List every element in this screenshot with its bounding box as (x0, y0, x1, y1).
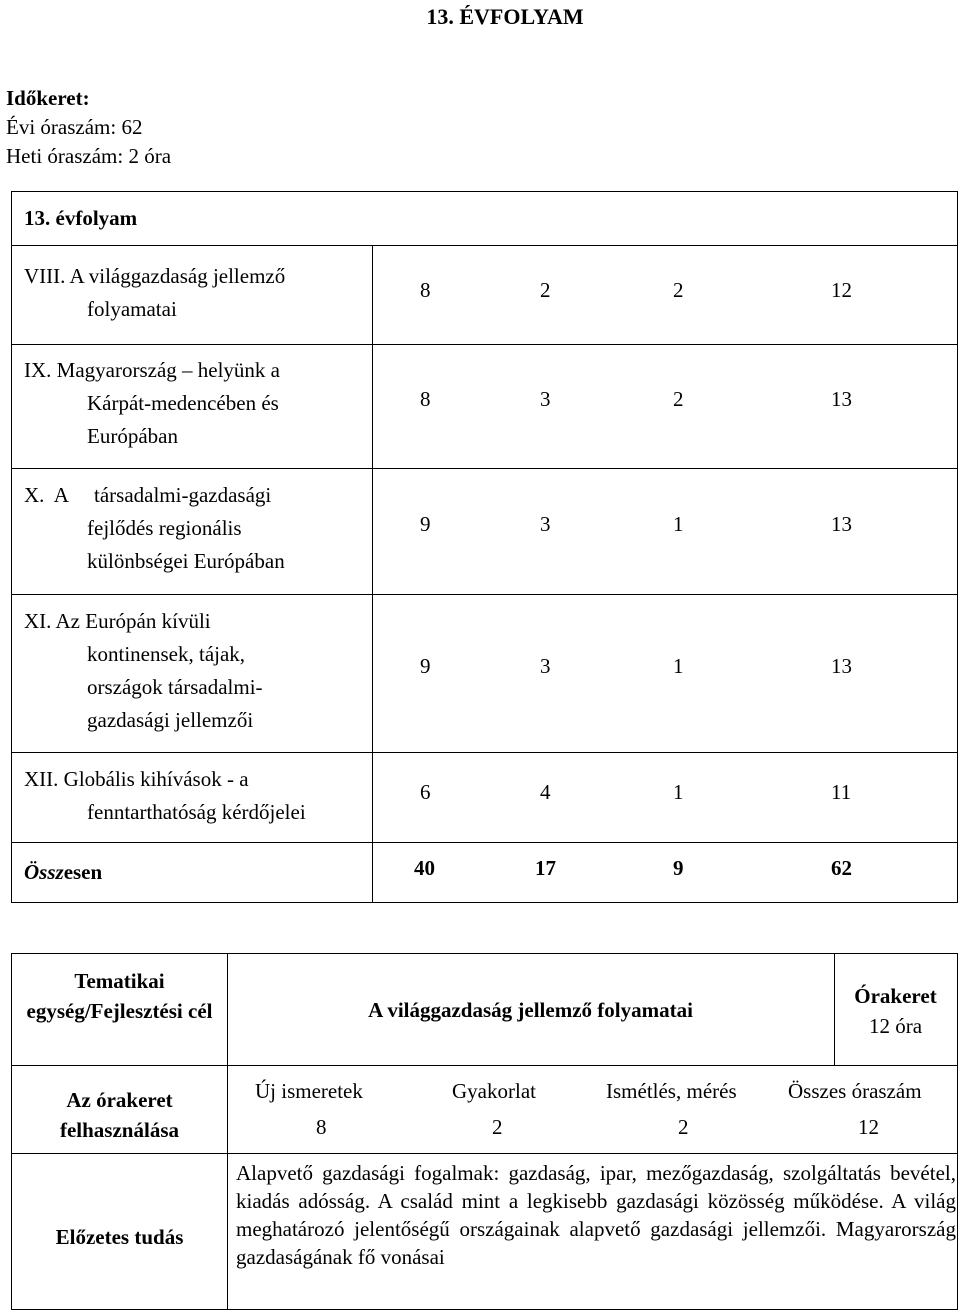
table-row-values (384, 780, 924, 813)
row-label-line: folyamatai (87, 297, 177, 321)
value-practice: 4 (540, 780, 551, 804)
table-row-label (24, 605, 349, 737)
value-total: 12 (831, 278, 852, 302)
value-new: 9 (420, 512, 431, 536)
value-review: 2 (673, 387, 684, 411)
row-label-line: XII. Globális kihívások - a (24, 767, 249, 791)
annual-hours: Évi óraszám: 62 (6, 115, 143, 139)
divider (12, 594, 957, 595)
value-total: 13 (831, 387, 852, 411)
prior-knowledge-text: Alapvető gazdasági fogalmak: gazdaság, ipar, mezőgazdaság, szolgáltatás bevétel, kiadás adósság. A család mint a legkisebb gazdasági közösség működése. A világ meghatározó jelentőségű országainak alapvető gazdasági jellemzői. Magyarország gazdaságának fő vonásai (236, 1161, 956, 1269)
hours-label: Órakeret (854, 984, 937, 1008)
row-label-line: VIII. A világgazdaság jellemző (24, 264, 286, 288)
total-label-rest: esen (63, 860, 103, 884)
value-review: 1 (673, 512, 684, 536)
summary-table (11, 191, 958, 903)
usage-value-practice: 2 (492, 1115, 503, 1139)
prior-knowledge-label: Előzetes tudás (55, 1225, 184, 1249)
row-label-line: különbségei Európában (87, 549, 285, 573)
value-total: 13 (831, 654, 852, 678)
total-total: 62 (831, 856, 852, 880)
table-row-label (24, 479, 349, 578)
row-label-line: gazdasági jellemzői (87, 708, 254, 732)
value-review: 1 (673, 654, 684, 678)
value-practice: 2 (540, 278, 551, 302)
unit-table (11, 953, 958, 1310)
hours-value: 12 óra (868, 1014, 923, 1038)
weekly-hours: Heti óraszám: 2 óra (6, 144, 172, 168)
table-row-label (24, 763, 349, 829)
divider (12, 468, 957, 469)
divider (12, 1153, 957, 1154)
timeframe-label: Időkeret: (6, 86, 90, 110)
table-row-label (24, 354, 349, 453)
total-label-italic: Össz (24, 860, 64, 884)
value-new: 8 (420, 278, 431, 302)
table-row-values (384, 387, 924, 420)
timeframe-block (6, 84, 171, 171)
divider (12, 344, 957, 345)
divider (12, 752, 957, 753)
row-label-line: országok társadalmi- (87, 675, 263, 699)
value-new: 6 (420, 780, 431, 804)
divider (12, 245, 957, 246)
usage-header-total: Összes óraszám (788, 1079, 922, 1103)
total-review: 9 (673, 856, 684, 880)
total-label (24, 856, 349, 889)
hours-box (834, 981, 957, 1041)
row-label-line: XI. Az Európán kívüli (24, 609, 211, 633)
row-label-line: X. A társadalmi-gazdasági (24, 483, 272, 507)
value-new: 8 (420, 387, 431, 411)
usage-header-new: Új ismeretek (255, 1079, 363, 1103)
value-practice: 3 (540, 387, 551, 411)
row-label-line: fenntarthatóság kérdőjelei (87, 800, 306, 824)
divider (12, 842, 957, 843)
value-review: 1 (673, 780, 684, 804)
unit-title: A világgazdaság jellemző folyamatai (368, 998, 693, 1022)
total-values (384, 856, 924, 889)
row-label-line: fejlődés regionális (87, 516, 242, 540)
row-label-line: IX. Magyarország – helyünk a (24, 358, 280, 382)
table-row-values (384, 512, 924, 545)
row-label-line: Kárpát-medencében és (87, 391, 279, 415)
value-new: 9 (420, 654, 431, 678)
value-total: 11 (831, 780, 852, 804)
value-review: 2 (673, 278, 684, 302)
table-row-values (384, 278, 924, 311)
row-label-line: Európában (87, 424, 178, 448)
total-practice: 17 (535, 856, 556, 880)
unit-label: Tematikai egység/Fejlesztési cél (26, 969, 213, 1023)
value-practice: 3 (540, 512, 551, 536)
usage-value-total: 12 (858, 1115, 879, 1139)
summary-heading: 13. évfolyam (24, 206, 138, 230)
page-title: 13. ÉVFOLYAM (426, 4, 584, 29)
usage-label: Az órakeret felhasználása (59, 1088, 179, 1142)
value-practice: 3 (540, 654, 551, 678)
usage-header-practice: Gyakorlat (452, 1079, 536, 1103)
divider (12, 1065, 957, 1066)
table-row-values (384, 654, 924, 687)
value-total: 13 (831, 512, 852, 536)
usage-value-review: 2 (678, 1115, 689, 1139)
table-row-label (24, 260, 349, 326)
row-label-line: kontinensek, tájak, (87, 642, 246, 666)
total-new: 40 (414, 856, 435, 880)
usage-header-review: Ismétlés, mérés (606, 1079, 737, 1103)
usage-value-new: 8 (316, 1115, 327, 1139)
